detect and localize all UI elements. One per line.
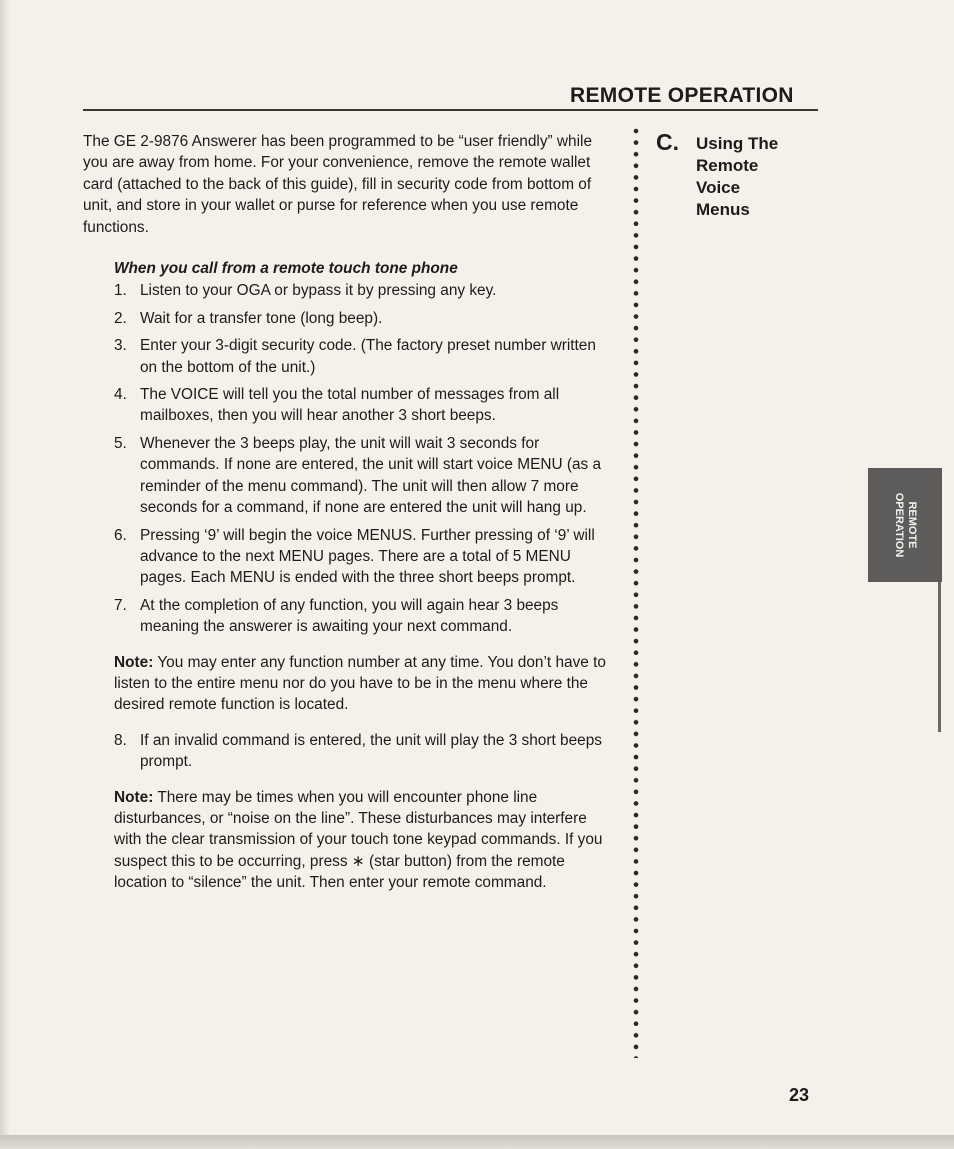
step-text: At the completion of any function, you will again hear 3 beeps meaning the answerer is awaiting your next command. <box>140 596 559 636</box>
note-label: Note: <box>114 653 154 671</box>
step-number: 6. <box>114 526 127 544</box>
subheading: When you call from a remote touch tone phone <box>114 260 458 278</box>
step-number: 2. <box>114 309 127 327</box>
list-item <box>83 595 608 638</box>
note-text: You may enter any function number at any time. You don’t have to listen to the entire menu nor do you have to be in the menu where the desired remote function is located. <box>114 653 606 714</box>
note-label: Note: <box>114 788 154 806</box>
list-item <box>83 433 608 519</box>
tab-label-line: REMOTE <box>906 501 918 549</box>
list-item <box>83 308 608 329</box>
list-item <box>83 335 608 378</box>
section-letter: C. <box>656 129 679 155</box>
header-rule <box>83 109 818 111</box>
step-number: 3. <box>114 337 127 355</box>
step-text: If an invalid command is entered, the unit will play the 3 short beeps prompt. <box>140 731 602 771</box>
section-thumb-tab <box>868 468 942 582</box>
section-title-line: Menus <box>696 200 750 219</box>
step-number: 5. <box>114 434 127 452</box>
list-item <box>83 525 608 589</box>
step-number: 1. <box>114 282 127 300</box>
list-item <box>83 730 608 773</box>
step-text: Whenever the 3 beeps play, the unit will wait 3 seconds for commands. If none are entered, the unit will start voice MENU (as a reminder of the menu command). The unit will then allow 7 more seconds for a command, if none are entered the unit will hang up. <box>140 434 602 517</box>
steps-list-continued <box>83 730 608 773</box>
tab-label-line: OPERATION <box>893 492 905 558</box>
section-title-line: Voice <box>696 178 741 197</box>
section-title-line: Remote <box>696 156 759 175</box>
tab-edge-line <box>938 582 941 732</box>
list-item <box>83 280 608 301</box>
page-edge-shadow <box>0 0 10 1149</box>
main-text-column <box>83 131 608 908</box>
step-text: Enter your 3-digit security code. (The factory preset number written on the bottom of the unit.) <box>140 337 596 376</box>
steps-list <box>83 280 608 637</box>
list-item <box>83 384 608 427</box>
section-title-line: Using The <box>696 134 779 153</box>
note-paragraph <box>114 787 608 894</box>
step-text: Pressing ‘9’ will begin the voice MENUS. Further pressing of ‘9’ will advance to the next MENU pages. There are a total of 5 MENU pages. Each MENU is ended with the three short beeps prompt. <box>140 526 595 587</box>
step-number: 7. <box>114 596 127 614</box>
step-number: 4. <box>114 386 127 404</box>
tab-label <box>892 493 918 558</box>
step-text: Listen to your OGA or bypass it by pressing any key. <box>140 282 497 300</box>
intro-paragraph: The GE 2-9876 Answerer has been programmed to be “user friendly” while you are away from home. For your convenience, remove the remote wallet card (attached to the back of this guide), fill in security code from bottom of unit, and store in your wallet or purse for reference when you use remote functions. <box>83 133 593 236</box>
dotted-divider <box>633 128 639 1058</box>
note-paragraph <box>114 652 608 716</box>
step-number: 8. <box>114 731 127 749</box>
page-bottom-shadow <box>0 1135 954 1149</box>
section-title <box>696 133 816 221</box>
page-number: 23 <box>789 1085 810 1105</box>
page-header-title: REMOTE OPERATION <box>570 84 794 107</box>
step-text: The VOICE will tell you the total number of messages from all mailboxes, then you will hear another 3 short beeps. <box>140 386 560 425</box>
step-text: Wait for a transfer tone (long beep). <box>140 309 383 327</box>
note-text: There may be times when you will encounter phone line disturbances, or “noise on the line”. These disturbances may interfere with the clear transmission of your touch tone keypad commands. If you suspect this to be occurring, press ∗ (star button) from the remote location to “silence” the unit. Then enter your remote command. <box>114 788 603 892</box>
